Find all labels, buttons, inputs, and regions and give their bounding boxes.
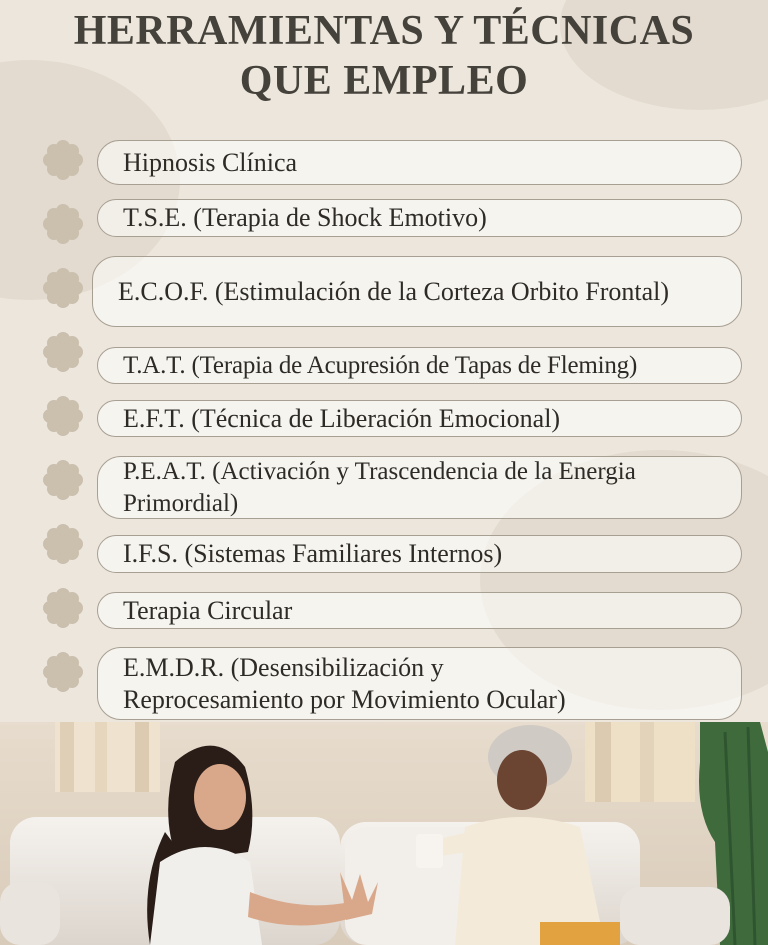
technique-item	[97, 647, 742, 720]
technique-label: P.E.A.T. (Activación y Trascendencia de la Energia Primordial)	[123, 457, 636, 517]
flower-icon	[42, 139, 84, 181]
technique-label: Terapia Circular	[123, 595, 293, 625]
flower-icon	[42, 651, 84, 693]
technique-item	[92, 256, 742, 327]
technique-item	[97, 347, 742, 384]
technique-item	[97, 400, 742, 437]
title-line-2: QUE EMPLEO	[239, 58, 529, 104]
flower-icon	[42, 395, 84, 437]
therapy-session-photo	[0, 722, 768, 945]
title-line-1: HERRAMIENTAS Y TÉCNICAS	[73, 8, 695, 54]
page-title	[0, 6, 768, 106]
technique-label: E.F.T. (Técnica de Liberación Emocional)	[123, 403, 561, 433]
flower-icon	[42, 331, 84, 373]
flower-icon	[42, 459, 84, 501]
technique-label: I.F.S. (Sistemas Familiares Internos)	[123, 539, 503, 568]
technique-item	[97, 592, 742, 629]
technique-label: Hipnosis Clínica	[123, 147, 298, 177]
technique-label: T.S.E. (Terapia de Shock Emotivo)	[123, 203, 487, 232]
technique-label: T.A.T. (Terapia de Acupresión de Tapas de Fleming)	[123, 351, 638, 379]
technique-item	[97, 456, 742, 519]
flower-icon	[42, 587, 84, 629]
flower-icon	[42, 523, 84, 565]
flower-icon	[42, 203, 84, 245]
technique-item	[97, 140, 742, 185]
technique-label: E.C.O.F. (Estimulación de la Corteza Orbito Frontal)	[118, 276, 670, 306]
technique-item	[97, 199, 742, 237]
technique-item	[97, 535, 742, 573]
flower-icon	[42, 267, 84, 309]
technique-label: E.M.D.R. (Desensibilización y Reprocesamiento por Movimiento Ocular)	[123, 652, 566, 714]
